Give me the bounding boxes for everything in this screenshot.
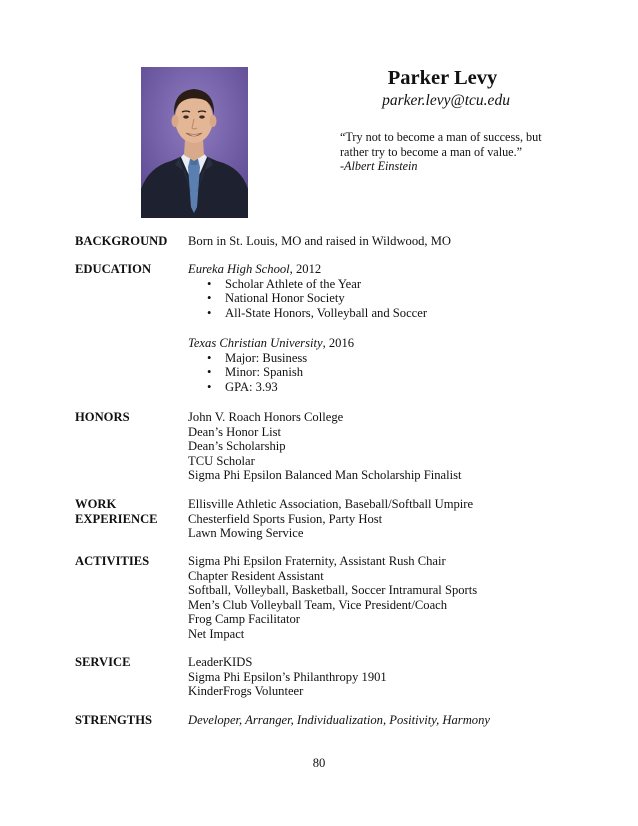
page-number: 80 (312, 756, 326, 770)
honors-block (188, 410, 588, 483)
bullet-icon: • (207, 276, 212, 291)
list-item: Lawn Mowing Service (188, 526, 304, 541)
list-item: Ellisville Athletic Association, Baseball/Softball Umpire (188, 497, 474, 511)
email-address: parker.levy@tcu.edu (382, 92, 510, 109)
list-item: Sigma Phi Epsilon Fraternity, Assistant Rush Chair (188, 554, 446, 568)
bullet-icon: • (207, 305, 212, 320)
list-item-text: National Honor Society (225, 291, 345, 306)
list-item: TCU Scholar (188, 453, 255, 468)
list-item-text: All-State Honors, Volleyball and Soccer (225, 305, 428, 320)
portrait-image (141, 67, 248, 218)
list-item: Dean’s Honor List (188, 424, 282, 439)
bullet-icon: • (207, 291, 212, 306)
school-name: Texas Christian University (188, 336, 323, 350)
list-item (188, 380, 588, 395)
quote-line: rather try to become a man of value.” (340, 144, 523, 159)
list-item-text: Major: Business (225, 350, 308, 365)
school-name: Eureka High School (188, 262, 290, 276)
list-item: LeaderKIDS (188, 655, 253, 669)
list-item: Sigma Phi Epsilon Balanced Man Scholarship Finalist (188, 468, 462, 483)
list-item: John V. Roach Honors College (188, 410, 344, 424)
quote-line: “Try not to become a man of success, but (340, 130, 542, 144)
profile-photo (141, 67, 248, 218)
section-label-activities: ACTIVITIES (75, 554, 150, 568)
bullet-icon: • (207, 365, 212, 380)
list-item-text: Scholar Athlete of the Year (225, 276, 362, 291)
school-year: , 2012 (289, 262, 322, 276)
background-line: Born in St. Louis, MO and raised in Wildwood, MO (188, 234, 452, 248)
strengths-block (188, 713, 588, 728)
school-entry (188, 336, 588, 351)
section-label-service: SERVICE (75, 655, 131, 669)
list-item: Men’s Club Volleyball Team, Vice President/Coach (188, 597, 448, 612)
list-item: Net Impact (188, 626, 245, 641)
bullet-icon: • (207, 379, 212, 394)
label-line: WORK (75, 497, 117, 511)
label-line: EXPERIENCE (75, 511, 158, 526)
bullet-icon: • (207, 350, 212, 365)
list-item (188, 351, 588, 366)
list-item: Dean’s Scholarship (188, 439, 286, 454)
background-text (188, 234, 588, 249)
section-label-work-experience (75, 497, 158, 526)
list-item: Chesterfield Sports Fusion, Party Host (188, 511, 383, 526)
list-item: KinderFrogs Volunteer (188, 684, 304, 699)
section-label-education: EDUCATION (75, 262, 152, 276)
section-label-strengths: STRENGTHS (75, 713, 152, 727)
section-label-background: BACKGROUND (75, 234, 168, 248)
school-achievements (188, 277, 588, 321)
quote-block (340, 130, 570, 174)
list-item-text: Minor: Spanish (225, 365, 304, 380)
education-block (188, 262, 588, 320)
list-item (188, 365, 588, 380)
list-item: Chapter Resident Assistant (188, 568, 324, 583)
work-block (188, 497, 588, 541)
school-entry (188, 262, 588, 277)
person-name: Parker Levy (387, 67, 498, 89)
list-item (188, 277, 588, 292)
list-item: Sigma Phi Epsilon’s Philanthropy 1901 (188, 669, 387, 684)
service-block (188, 655, 588, 699)
list-item: Softball, Volleyball, Basketball, Soccer Intramural Sports (188, 583, 478, 598)
strengths-text: Developer, Arranger, Individualization, Positivity, Harmony (188, 713, 490, 727)
list-item: Frog Camp Facilitator (188, 612, 300, 627)
list-item-text: GPA: 3.93 (225, 379, 278, 394)
quote-attribution: -Albert Einstein (340, 159, 418, 173)
section-label-honors: HONORS (75, 410, 130, 424)
school-achievements (188, 351, 588, 395)
list-item (188, 291, 588, 306)
school-year: , 2016 (322, 336, 355, 350)
education-block-2 (188, 336, 588, 394)
activities-block (188, 554, 588, 642)
list-item (188, 306, 588, 321)
